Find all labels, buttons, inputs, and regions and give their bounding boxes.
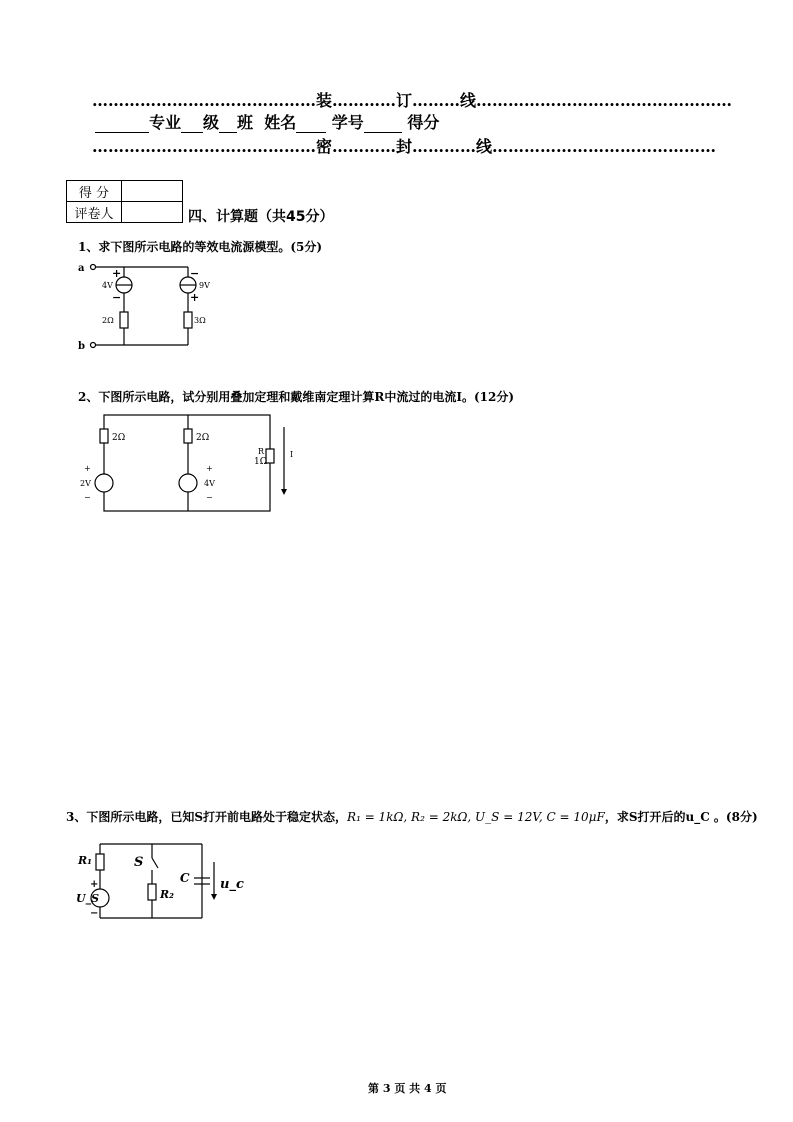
- dots: …………: [332, 91, 397, 110]
- class-label: 班: [237, 113, 254, 132]
- dots: …………………………………………: [476, 91, 733, 110]
- plus-sign: +: [206, 464, 213, 473]
- q1-circuit: [72, 255, 232, 355]
- q2-circuit: [76, 405, 306, 520]
- r3-name-label: R: [258, 447, 265, 456]
- source1-label: 4V: [102, 281, 113, 290]
- binding-line-bottom: [92, 134, 716, 157]
- binding-char: 线: [476, 137, 493, 156]
- dots: …………: [332, 137, 397, 156]
- score-cell-input[interactable]: [122, 181, 183, 202]
- r2-label: 2Ω: [196, 433, 210, 443]
- grade-blank[interactable]: [181, 113, 203, 133]
- plus-sign: +: [190, 291, 200, 304]
- switch-label: S: [134, 855, 144, 870]
- q3-prompt-a: 3、下图所示电路，已知S打开前电路处于稳定状态，: [66, 810, 348, 824]
- r2-label: R₂: [160, 888, 174, 901]
- cap-label: C: [180, 871, 190, 885]
- r1-label: 2Ω: [112, 433, 126, 443]
- binding-char: 订: [396, 91, 413, 110]
- grader-cell-input[interactable]: [122, 202, 183, 223]
- r1-label: R₁: [78, 854, 92, 867]
- grade-label: 级: [203, 113, 220, 132]
- binding-char: 线: [460, 91, 477, 110]
- plus-sign: +: [112, 267, 122, 280]
- r3-value-label: 1Ω: [254, 457, 268, 467]
- binding-char: 装: [316, 91, 333, 110]
- source-label: U_S: [76, 892, 100, 905]
- grader-cell-label: 评卷人: [67, 202, 122, 223]
- current-label: I: [290, 450, 294, 459]
- minus-sign: −: [90, 908, 99, 919]
- binding-char: 密: [316, 137, 333, 156]
- node-a-label: a: [78, 263, 85, 274]
- minus-sign: −: [84, 493, 91, 502]
- plus-sign: +: [90, 879, 99, 890]
- score-cell-label: 得 分: [67, 181, 122, 202]
- r2-label: 3Ω: [194, 316, 206, 325]
- q2-prompt: 2、下图所示电路，试分别用叠加定理和戴维南定理计算R中流过的电流I。(12分): [78, 390, 514, 404]
- class-blank[interactable]: [219, 113, 237, 133]
- binding-char: 封: [396, 137, 413, 156]
- source2-label: 4V: [204, 479, 215, 488]
- name-blank[interactable]: [296, 113, 326, 133]
- source1-label: 2V: [80, 479, 91, 488]
- page-footer: 第 3 页 共 4 页: [368, 1082, 447, 1095]
- r1-label: 2Ω: [102, 316, 114, 325]
- plus-sign: +: [84, 464, 91, 473]
- score-label: 得分: [407, 113, 440, 132]
- binding-line-top: [92, 88, 732, 111]
- voltage-label: u_c: [220, 877, 244, 892]
- major-blank[interactable]: [95, 113, 149, 133]
- student-id-blank[interactable]: [364, 113, 402, 133]
- dots: ……………………………………: [92, 91, 316, 110]
- q3-prompt-math: R₁ = 1kΩ, R₂ = 2kΩ, U_S = 12V, C = 10μF: [347, 810, 605, 824]
- dots: …………: [412, 137, 477, 156]
- node-b-label: b: [78, 341, 85, 352]
- dots: ……………………………………: [492, 137, 717, 156]
- student-info-line: [95, 110, 439, 133]
- dots: ……………………………………: [92, 137, 316, 156]
- student-id-label: 学号: [331, 113, 364, 132]
- q1-prompt: 1、求下图所示电路的等效电流源模型。(5分): [78, 240, 323, 254]
- minus-sign: −: [190, 267, 200, 280]
- section-title: 四、计算题（共45分）: [188, 209, 334, 225]
- q3-prompt: [66, 808, 758, 825]
- major-label: 专业: [149, 113, 182, 132]
- score-table: [66, 180, 183, 223]
- q3-circuit: [72, 840, 252, 930]
- source2-label: 9V: [199, 281, 210, 290]
- dots: ………: [412, 91, 461, 110]
- q3-prompt-b: ，求S打开后的u_C 。(8分): [604, 810, 758, 824]
- minus-sign: −: [206, 493, 213, 502]
- minus-sign: −: [112, 291, 122, 304]
- name-label: 姓名: [264, 113, 297, 132]
